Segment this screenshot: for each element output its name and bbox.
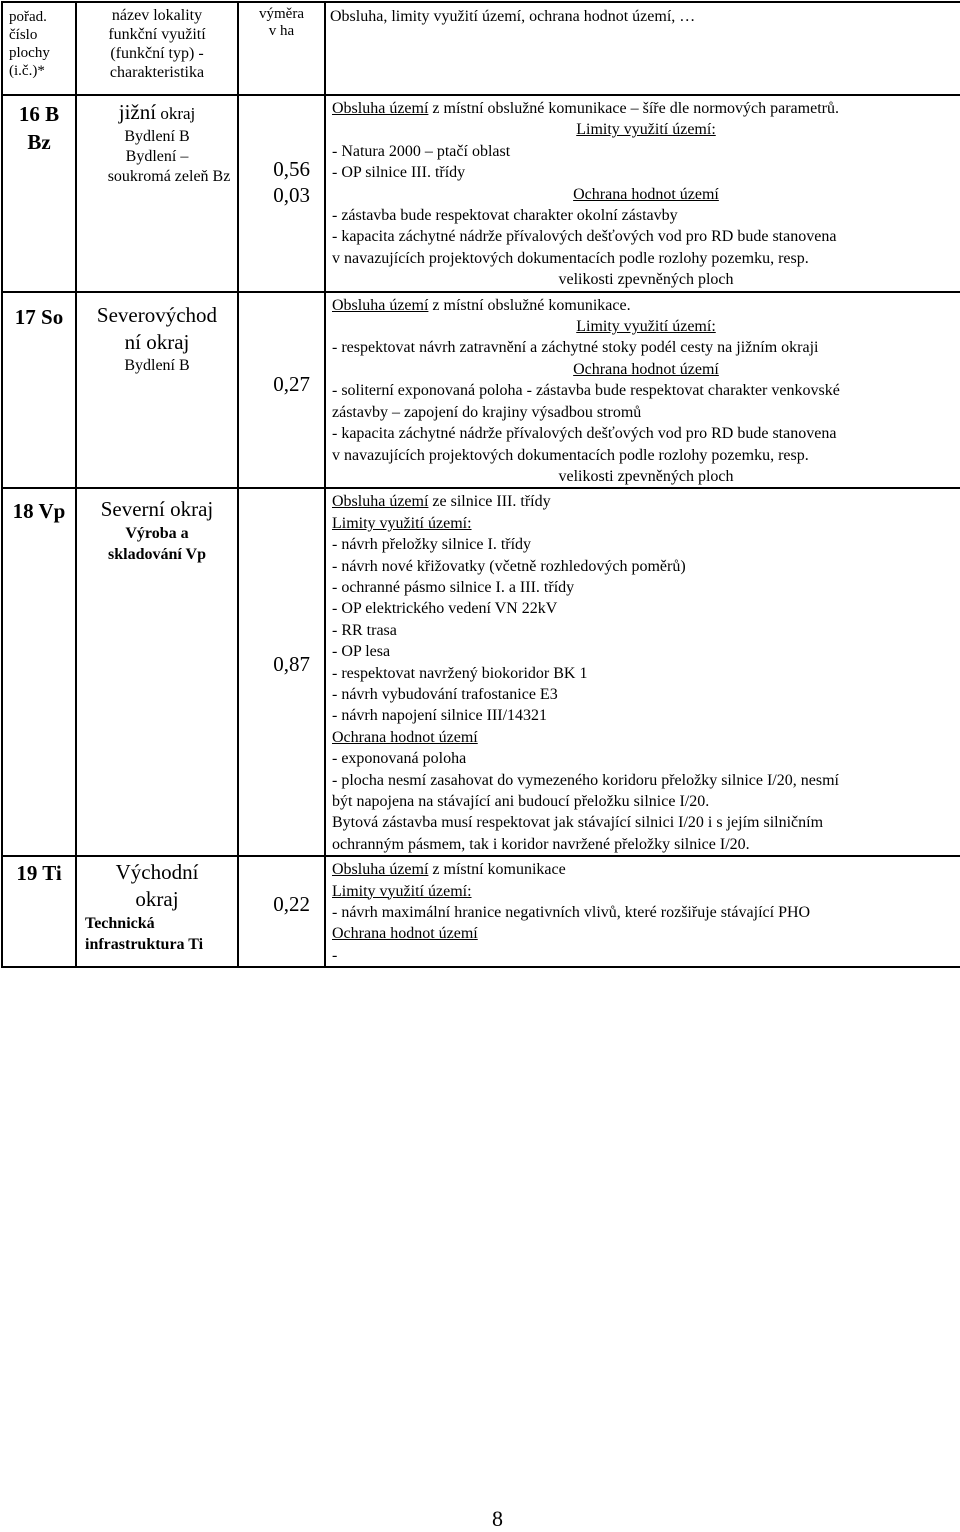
header-text: plochy (9, 45, 50, 61)
row-area (238, 292, 325, 489)
desc-line: - OP elektrického vedení VN 22kV (332, 600, 558, 618)
desc-line: Obsluha území z místní obslužné komunikace – šíře dle normových parametrů. (332, 100, 839, 117)
desc-line (332, 727, 960, 748)
row-description (325, 95, 960, 292)
locality-name (77, 99, 237, 127)
desc-line: v navazujících projektových dokumentacích podle rozlohy pozemku, resp. (332, 249, 809, 267)
desc-line: - zástavba bude respektovat charakter okolní zástavby (332, 207, 678, 225)
row-name (76, 856, 238, 967)
desc-line: v navazujících projektových dokumentacích podle rozlohy pozemku, resp. (332, 446, 809, 464)
locality-table (1, 1, 960, 968)
desc-line (332, 881, 960, 902)
header-locality-name (76, 2, 238, 95)
area-value: 0,22 (273, 892, 310, 917)
row-area (238, 95, 325, 292)
desc-line: - návrh napojení silnice III/14321 (332, 707, 548, 725)
protection-heading: Ochrana hodnot území (573, 360, 719, 378)
desc-line: Obsluha území z místní komunikace (332, 861, 566, 879)
limits-heading: Limity využití území: (332, 514, 472, 532)
table-row (2, 488, 960, 856)
desc-line: - Natura 2000 – ptačí oblast (332, 142, 511, 160)
locality-name: ní okraj (124, 329, 190, 354)
desc-line: Bytová zástavba musí respektovat jak stávající silnici I/20 i s jejím silničním (332, 814, 824, 832)
desc-line: - návrh vybudování trafostanice E3 (332, 685, 558, 703)
header-text: v ha (268, 23, 295, 39)
header-area (238, 2, 325, 95)
row-number (2, 292, 76, 489)
desc-line (332, 316, 960, 337)
row-name (76, 95, 238, 292)
function-type: Bydlení B (124, 356, 190, 374)
row-number (2, 856, 76, 967)
row-number-text: 17 So (14, 304, 64, 329)
desc-line: - OP lesa (332, 643, 391, 661)
desc-line: - kapacita záchytné nádrže přívalových dešťových vod pro RD bude stanovena (332, 228, 837, 246)
row-number (2, 488, 76, 856)
header-text: číslo (9, 27, 38, 43)
desc-line: - (332, 946, 338, 964)
desc-line: Obsluha území ze silnice III. třídy (332, 493, 551, 511)
desc-line (332, 923, 960, 944)
locality-name: okraj (135, 887, 179, 912)
locality-name: Severní okraj (100, 497, 214, 522)
desc-line: - návrh nové křižovatky (včetně rozhledových poměrů) (332, 557, 686, 575)
row-number-text: 19 Ti (16, 861, 62, 886)
desc-line (332, 184, 960, 205)
row-description (325, 488, 960, 856)
desc-line: - RR trasa (332, 621, 397, 639)
header-text: charakteristika (109, 64, 205, 81)
area-value: 0,03 (273, 183, 310, 207)
desc-line: - respektovat návrh zatravnění a záchytné stoky podél cesty na jižním okraji (332, 339, 819, 357)
header-text: funkční využití (108, 26, 206, 43)
row-area (238, 488, 325, 856)
desc-line: zástavby – zapojení do krajiny výsadbou stromů (332, 403, 642, 421)
desc-line: - plocha nesmí zasahovat do vymezeného koridoru přeložky silnice I/20, nesmí (332, 771, 839, 789)
desc-line: - OP silnice III. třídy (332, 164, 466, 182)
desc-line (332, 119, 960, 140)
desc-line: být napojena na stávající ani budoucí přeložku silnice I/20. (332, 793, 710, 810)
area-value: 0,56 (273, 157, 310, 181)
row-number-text: 16 B (18, 102, 60, 126)
header-text: (funkční typ) - (110, 45, 204, 62)
area-value: 0,87 (273, 652, 310, 677)
function-type: Technická (85, 915, 155, 933)
area-value: 0,27 (273, 371, 310, 396)
desc-line: Obsluha území z místní obslužné komunikace. (332, 296, 631, 314)
table-row (2, 95, 960, 292)
desc-line: - návrh přeložky silnice I. třídy (332, 536, 532, 554)
header-description (325, 2, 960, 95)
row-area (238, 856, 325, 967)
limits-heading: Limity využití území: (576, 318, 716, 336)
desc-line: velikosti zpevněných ploch (558, 271, 734, 289)
desc-line: ochranným pásmem, tak i koridor navržené přeložky silnice I/20. (332, 835, 750, 853)
table-row (2, 292, 960, 489)
locality-name: Východní (115, 860, 199, 885)
table-row (2, 856, 960, 967)
protection-heading: Ochrana hodnot území (332, 728, 478, 746)
desc-line: - soliterní exponovaná poloha - zástavba bude respektovat charakter venkovské (332, 382, 840, 400)
row-name (76, 488, 238, 856)
row-name (76, 292, 238, 489)
desc-line: - kapacita záchytné nádrže přívalových dešťových vod pro RD bude stanovena (332, 425, 837, 443)
limits-heading: Limity využití území: (332, 882, 472, 900)
row-description (325, 856, 960, 967)
page-number: 8 (492, 1506, 503, 1531)
header-text: výměra (259, 6, 304, 22)
desc-line: - návrh maximální hranice negativních vlivů, které rozšiřuje stávající PHO (332, 904, 811, 922)
function-type: infrastruktura Ti (85, 936, 204, 954)
header-order-number (2, 2, 76, 95)
desc-line: - respektovat navržený biokoridor BK 1 (332, 664, 588, 682)
row-number-text: Bz (27, 130, 51, 154)
locality-name: Severovýchod (96, 302, 218, 327)
desc-line: - ochranné pásmo silnice I. a III. třídy (332, 578, 575, 596)
function-type: Bydlení B (124, 128, 190, 145)
locality-name-text: jižní (118, 100, 157, 124)
function-type: soukromá zeleň Bz (107, 168, 231, 185)
row-number (2, 95, 76, 292)
desc-line (332, 359, 960, 380)
row-description (325, 292, 960, 489)
header-text: Obsluha, limity využití území, ochrana hodnot území, … (330, 8, 696, 25)
header-text: (i.č.)* (9, 63, 45, 79)
header-text: název lokality (111, 7, 203, 24)
desc-line: velikosti zpevněných ploch (558, 467, 734, 485)
protection-heading: Ochrana hodnot území (573, 185, 719, 203)
locality-name-suffix: okraj (156, 104, 196, 123)
function-type: Výroba a (125, 525, 189, 543)
desc-line (332, 513, 960, 534)
limits-heading: Limity využití území: (576, 121, 716, 139)
header-text: pořad. (9, 9, 47, 25)
row-number-text: 18 Vp (12, 499, 66, 524)
protection-heading: Ochrana hodnot území (332, 925, 478, 943)
desc-line: - exponovaná poloha (332, 750, 467, 768)
function-type: skladování Vp (108, 546, 206, 564)
table-header-row (2, 2, 960, 95)
function-type: Bydlení – (125, 148, 189, 165)
